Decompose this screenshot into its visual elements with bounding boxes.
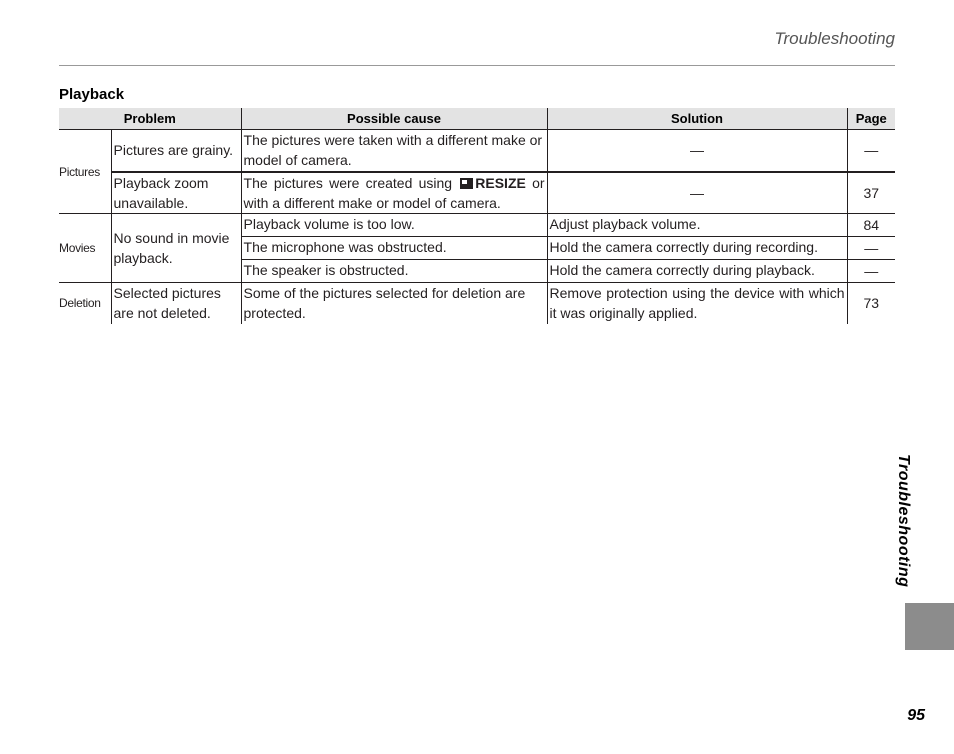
column-header-page: Page (847, 108, 895, 130)
cause-cell: The speaker is obstructed. (241, 260, 547, 283)
troubleshooting-table (59, 108, 895, 324)
problem-cell: Pictures are grainy. (111, 130, 241, 172)
table-row (59, 283, 895, 324)
cause-cell: Playback volume is too low. (241, 214, 547, 237)
table-row (59, 130, 895, 172)
page-cell: 73 (847, 283, 895, 324)
chapter-tab-marker (905, 603, 954, 650)
solution-cell: — (547, 172, 847, 214)
cause-cell: Some of the pictures selected for deletion are protected. (241, 283, 547, 324)
solution-cell: Hold the camera correctly during playback. (547, 260, 847, 283)
solution-cell: Remove protection using the device with which it was originally applied. (547, 283, 847, 324)
table-row (59, 172, 895, 214)
category-pictures: Pictures (59, 130, 111, 214)
problem-cell: Selected pictures are not deleted. (111, 283, 241, 324)
side-tab-label: Troubleshooting (895, 454, 912, 588)
table-header-row (59, 108, 895, 130)
resize-icon (460, 178, 473, 189)
column-header-problem: Problem (59, 108, 241, 130)
category-deletion: Deletion (59, 283, 111, 324)
problem-cell: Playback zoom unavailable. (111, 172, 241, 214)
cause-cell: The pictures were taken with a different make or model of camera. (241, 130, 547, 172)
page-cell: 37 (847, 172, 895, 214)
problem-cell: No sound in movie playback. (111, 214, 241, 283)
solution-cell: Adjust playback volume. (547, 214, 847, 237)
section-heading: Playback (59, 86, 125, 103)
cause-cell (241, 172, 547, 214)
table-row (59, 214, 895, 237)
solution-cell: — (547, 130, 847, 172)
category-movies: Movies (59, 214, 111, 283)
running-header: Troubleshooting (774, 29, 895, 48)
cause-text: The pictures were created using (243, 174, 453, 191)
page-cell: 84 (847, 214, 895, 237)
page-number: 95 (907, 707, 925, 724)
column-header-cause: Possible cause (241, 108, 547, 130)
column-header-solution: Solution (547, 108, 847, 130)
page-cell: — (847, 237, 895, 260)
page-cell: — (847, 260, 895, 283)
page-cell: — (847, 130, 895, 172)
header-divider (59, 65, 895, 66)
resize-label: RESIZE (475, 174, 526, 191)
cause-text: or with a different make or model of camera. (243, 174, 545, 211)
solution-cell: Hold the camera correctly during recording. (547, 237, 847, 260)
cause-cell: The microphone was obstructed. (241, 237, 547, 260)
